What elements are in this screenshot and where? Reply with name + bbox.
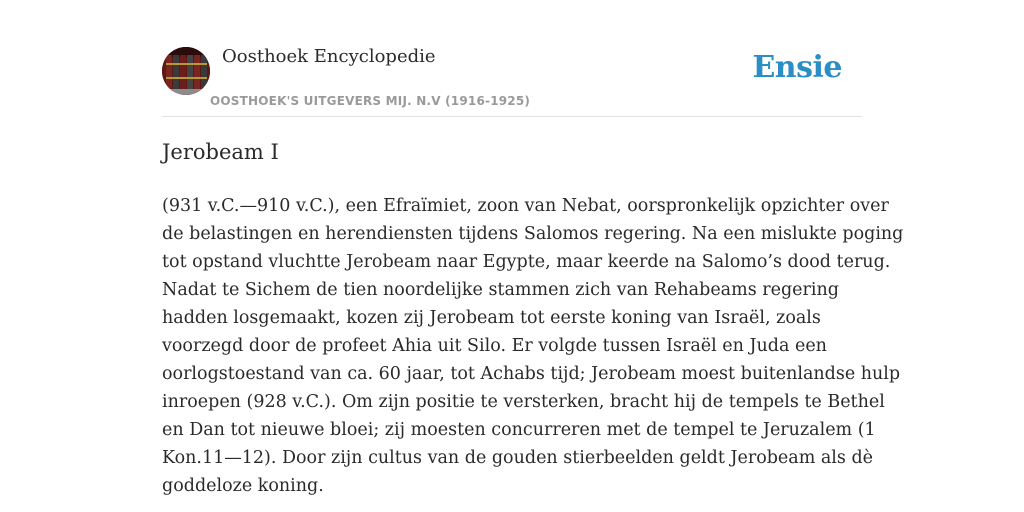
article-line: hadden losgemaakt, kozen zij Jerobeam tot eerste koning van Israël, zoals [162,308,821,328]
encyclopedia-books-icon[interactable] [162,47,210,95]
source-title[interactable]: Oosthoek Encyclopedie [222,46,436,67]
article-line: en Dan tot nieuwe bloei; zij moesten concurreren met de tempel te Jeruzalem (1 [162,420,876,440]
article-line: Nadat te Sichem de tien noordelijke stammen zich van Rehabeams regering [162,280,839,300]
article-line: (931 v.C.—910 v.C.), een Efraïmiet, zoon van Nebat, oorspronkelijk opzichter over [162,196,889,216]
article-line: oorlogstoestand van ca. 60 jaar, tot Achabs tijd; Jerobeam moest buitenlandse hulp [162,364,901,384]
source-header [162,40,862,117]
article-line: goddeloze koning. [162,476,324,496]
publisher-label: OOSTHOEK'S UITGEVERS MIJ. N.V (1916-1925) [210,94,531,108]
brand-logo[interactable]: Ensie [752,50,842,85]
article-line: tot opstand vluchtte Jerobeam naar Egypte, maar keerde na Salomo’s dood terug. [162,252,891,272]
article-line: Kon.11—12). Door zijn cultus van de gouden stierbeelden geldt Jerobeam als dè [162,448,874,468]
article-body [162,192,904,500]
article-title: Jerobeam I [162,140,279,164]
article-line: voorzegd door de profeet Ahia uit Silo. Er volgde tussen Israël en Juda een [162,336,827,356]
article-line: de belastingen en herendiensten tijdens Salomos regering. Na een mislukte poging [162,224,904,244]
article-line: inroepen (928 v.C.). Om zijn positie te versterken, bracht hij de tempels te Bethel [162,392,885,412]
